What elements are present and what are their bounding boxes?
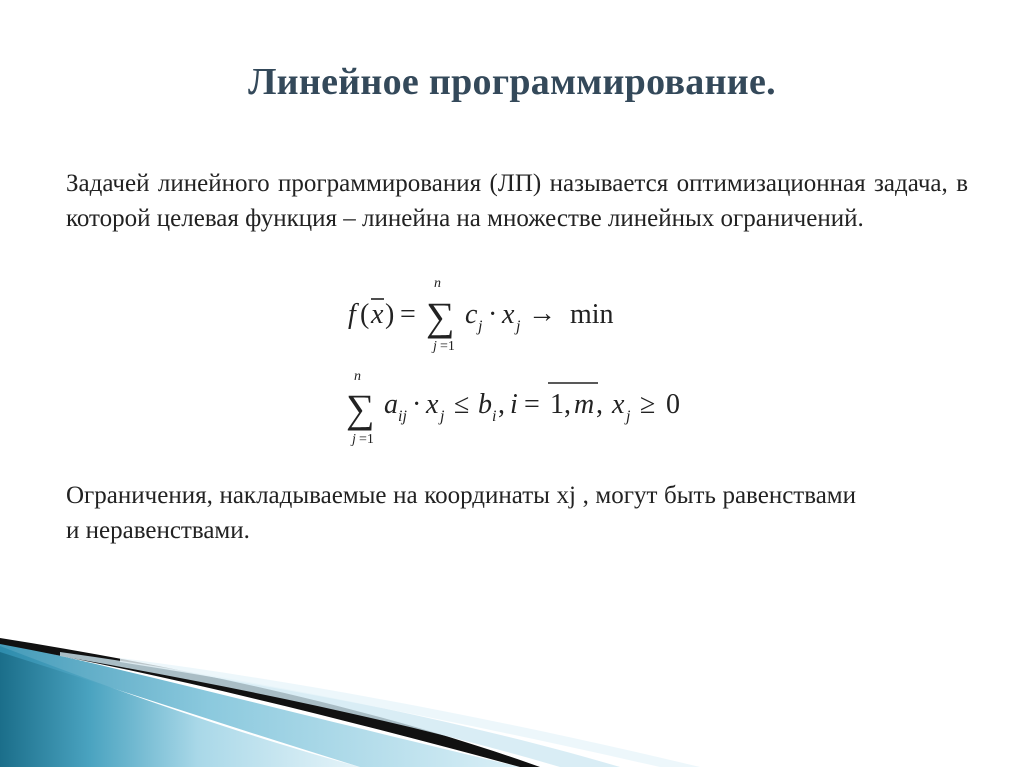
- svg-text:i: i: [492, 408, 497, 425]
- svg-text:min: min: [570, 299, 614, 330]
- constraints-paragraph: Ограничения, накладываемые на координаты xj , могут быть равенствами и неравенствами.: [66, 482, 856, 544]
- svg-text:j: j: [352, 432, 356, 447]
- svg-text:ij: ij: [398, 408, 407, 425]
- svg-text:(: (: [360, 299, 370, 330]
- svg-text:0: 0: [666, 389, 680, 420]
- decorative-wave: [0, 600, 1024, 767]
- svg-text:i: i: [510, 389, 518, 420]
- svg-text:=: =: [400, 299, 416, 330]
- svg-text:): ): [385, 299, 395, 330]
- svg-text:≥: ≥: [640, 389, 656, 420]
- svg-text:a: a: [384, 389, 398, 420]
- svg-text:j: j: [478, 318, 483, 335]
- definition-paragraph: Задачей линейного программирования (ЛП) называется оптимизационная задача, в которой целевая функция – линейна на множестве линейных ограничений.: [66, 170, 968, 232]
- svg-text:→: →: [528, 298, 556, 329]
- svg-text:n: n: [354, 369, 361, 384]
- svg-text:j: j: [516, 318, 521, 335]
- objective-function-formula: [330, 276, 730, 356]
- svg-text:x: x: [371, 299, 384, 330]
- svg-text:j: j: [440, 408, 445, 425]
- svg-text:j: j: [626, 408, 631, 425]
- svg-text:,: ,: [498, 389, 505, 420]
- svg-text:=1: =1: [359, 432, 374, 447]
- svg-text:m: m: [574, 389, 595, 420]
- svg-text:·: ·: [412, 389, 422, 420]
- slide-title: Линейное программирование.: [248, 61, 776, 103]
- constraints-formula: [330, 366, 730, 446]
- svg-text:x: x: [426, 389, 439, 420]
- svg-text:x: x: [612, 389, 625, 420]
- svg-text:f: f: [348, 299, 356, 330]
- svg-text:∑: ∑: [346, 386, 375, 431]
- svg-text:j: j: [433, 339, 437, 354]
- sum-upper-limit: n: [434, 276, 441, 291]
- svg-text:b: b: [478, 389, 492, 420]
- svg-text:1,: 1,: [550, 389, 571, 420]
- svg-text:c: c: [465, 299, 478, 330]
- svg-text:·: ·: [488, 299, 498, 330]
- svg-text:=: =: [524, 389, 540, 420]
- svg-text:x: x: [502, 299, 515, 330]
- svg-text:∑: ∑: [426, 294, 455, 339]
- svg-text:,: ,: [596, 389, 603, 420]
- svg-text:=1: =1: [440, 339, 455, 354]
- svg-text:≤: ≤: [454, 389, 470, 420]
